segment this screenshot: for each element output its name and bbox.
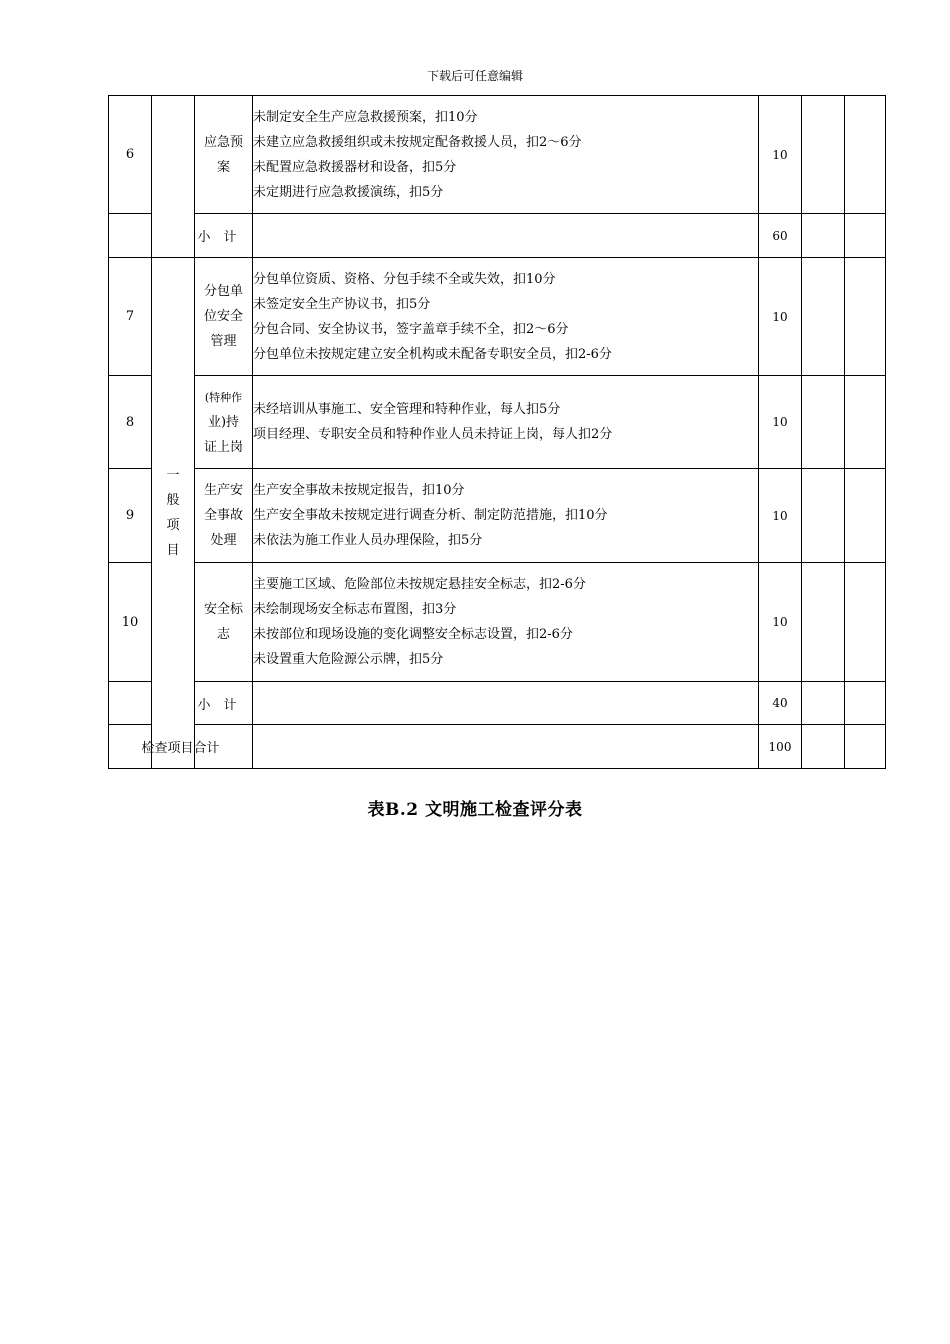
check-item: 分包单 位安全 管理 [195, 258, 253, 376]
category-label: 一般项目 [152, 258, 195, 769]
total-points: 100 [759, 725, 802, 769]
check-item: 生产安 全事故 处理 [195, 469, 253, 563]
subtotal-row [109, 214, 886, 258]
table-row [109, 563, 886, 682]
total-label: 检查项目合计 [109, 725, 253, 769]
total-row [109, 725, 886, 769]
check-item: 安全标 志 [195, 563, 253, 682]
row-number: 6 [109, 96, 152, 214]
deduction-standards: 未经培训从事施工、安全管理和特种作业，每人扣5分 项目经理、专职安全员和特种作业人员未持证上岗，每人扣2分 [253, 376, 759, 469]
full-points: 10 [759, 376, 802, 469]
row-number: 7 [109, 258, 152, 376]
table-row [109, 469, 886, 563]
row-number: 10 [109, 563, 152, 682]
subtotal-label: 小计 [195, 214, 253, 258]
table-row [109, 376, 886, 469]
table-row [109, 96, 886, 214]
score-table [108, 95, 886, 769]
deducted-points [802, 96, 845, 214]
full-points: 10 [759, 258, 802, 376]
subtotal-points: 40 [759, 682, 802, 725]
check-item: (特种作 业)持 证上岗 [195, 376, 253, 469]
full-points: 10 [759, 563, 802, 682]
category-cell-upper [152, 96, 195, 258]
table-caption: 表B.2 文明施工检查评分表 [367, 800, 583, 820]
deduction-standards: 主要施工区域、危险部位未按规定悬挂安全标志，扣2-6分 未绘制现场安全标志布置图，扣3分 未按部位和现场设施的变化调整安全标志设置，扣2-6分 未设置重大危险源公示牌，扣5分 [253, 563, 759, 682]
page-header-note: 下载后可任意编辑 [426, 69, 523, 83]
subtotal-points: 60 [759, 214, 802, 258]
table-row [109, 258, 886, 376]
deduction-standards: 未制定安全生产应急救援预案，扣10分 未建立应急救援组织或未按规定配备救援人员，扣2～6分 未配置应急救援器材和设备，扣5分 未定期进行应急救援演练，扣5分 [253, 96, 759, 214]
subtotal-row [109, 682, 886, 725]
check-item: 应急预 案 [195, 96, 253, 214]
deduction-standards: 生产安全事故未按规定报告，扣10分 生产安全事故未按规定进行调查分析、制定防范措施，扣10分 未依法为施工作业人员办理保险，扣5分 [253, 469, 759, 563]
row-number: 9 [109, 469, 152, 563]
deduction-standards: 分包单位资质、资格、分包手续不全或失效，扣10分 未签定安全生产协议书，扣5分 分包合同、安全协议书，签字盖章手续不全，扣2～6分 分包单位未按规定建立安全机构或未配备专职安全员，扣2-6分 [253, 258, 759, 376]
actual-points [845, 96, 886, 214]
row-number: 8 [109, 376, 152, 469]
full-points: 10 [759, 469, 802, 563]
full-points: 10 [759, 96, 802, 214]
subtotal-label: 小计 [195, 682, 253, 725]
